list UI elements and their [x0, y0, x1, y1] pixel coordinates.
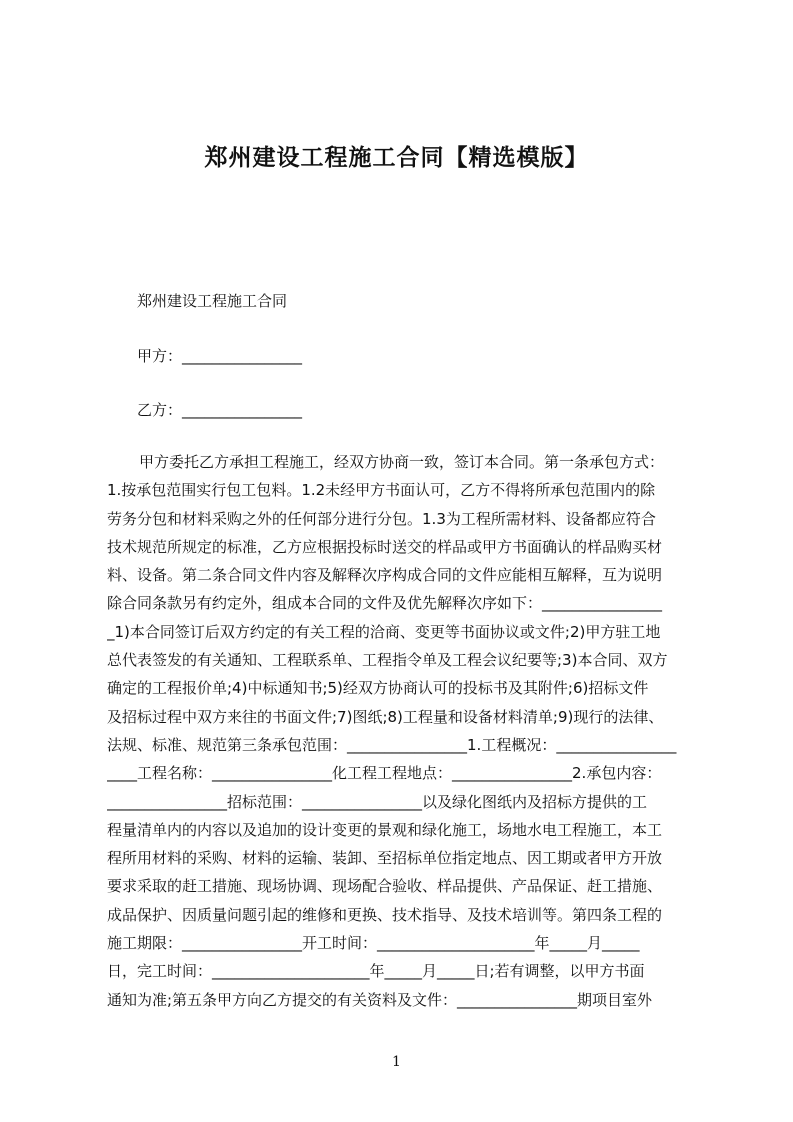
- body-line: 施工期限：________________开工时间：_____________________年_____月_____: [107, 934, 640, 953]
- body-line: 法规、标准、规范第三条承包范围：________________1.工程概况：________________: [107, 735, 677, 754]
- contract-heading: 郑州建设工程施工合同: [137, 292, 288, 310]
- body-line: 程所用材料的采购、材料的运输、装卸、至招标单位指定地点、因工期或者甲方开放: [107, 849, 663, 868]
- body-line: 技术规范所规定的标准，乙方应根据投标时送交的样品或甲方书面确认的样品购买材: [107, 537, 663, 556]
- body-line: 劳务分包和材料采购之外的任何部分进行分包。1.3为工程所需材料、设备都应符合: [107, 509, 656, 528]
- body-line: 要求采取的赶工措施、现场协调、现场配合验收、样品提供、产品保证、赶工措施、: [107, 877, 663, 896]
- body-line: 确定的工程报价单;4)中标通知书;5)经双方协商认可的投标书及其附件;6)招标文件: [107, 679, 649, 698]
- body-line: 总代表签发的有关通知、工程联系单、工程指令单及工程会议纪要等;3)本合同、双方: [107, 651, 668, 670]
- body-line: 料、设备。第二条合同文件内容及解释次序构成合同的文件应能相互解释，互为说明: [107, 566, 663, 585]
- contract-body: [107, 448, 697, 1014]
- body-line: ________________招标范围：________________以及绿化图纸内及招标方提供的工: [107, 792, 648, 811]
- body-line: 除合同条款另有约定外，组成本合同的文件及优先解释次序如下：________________: [107, 594, 663, 613]
- party-a-line: 甲方：________________: [137, 347, 303, 365]
- body-line: 通知为准;第五条甲方向乙方提交的有关资料及文件：________________期项目室外: [107, 990, 653, 1009]
- body-line: 甲方委托乙方承担工程施工，经双方协商一致，签订本合同。第一条承包方式：: [139, 453, 665, 471]
- document-title: 郑州建设工程施工合同【精选模版】: [204, 145, 589, 171]
- party-b-line: 乙方：________________: [137, 401, 303, 419]
- body-line: 日，完工时间：_____________________年_____月_____日;若有调整，以甲方书面: [107, 962, 645, 981]
- body-line: 及招标过程中双方来往的书面文件;7)图纸;8)工程量和设备材料清单;9)现行的法律、: [107, 707, 664, 726]
- body-line: 程量清单内的内容以及追加的设计变更的景观和绿化施工，场地水电工程施工，本工: [107, 820, 663, 839]
- body-line: _1)本合同签订后双方约定的有关工程的洽商、变更等书面协议或文件;2)甲方驻工地: [107, 622, 661, 641]
- page-number: 1: [392, 1054, 401, 1070]
- body-line: 1.按承包范围实行包工包料。1.2未经甲方书面认可，乙方不得将所承包范围内的除: [107, 481, 656, 500]
- body-line: ____工程名称：________________化工程工程地点：________________2.承包内容：: [107, 764, 662, 783]
- body-line: 成品保护、因质量问题引起的维修和更换、技术指导、及技术培训等。第四条工程的: [107, 905, 663, 924]
